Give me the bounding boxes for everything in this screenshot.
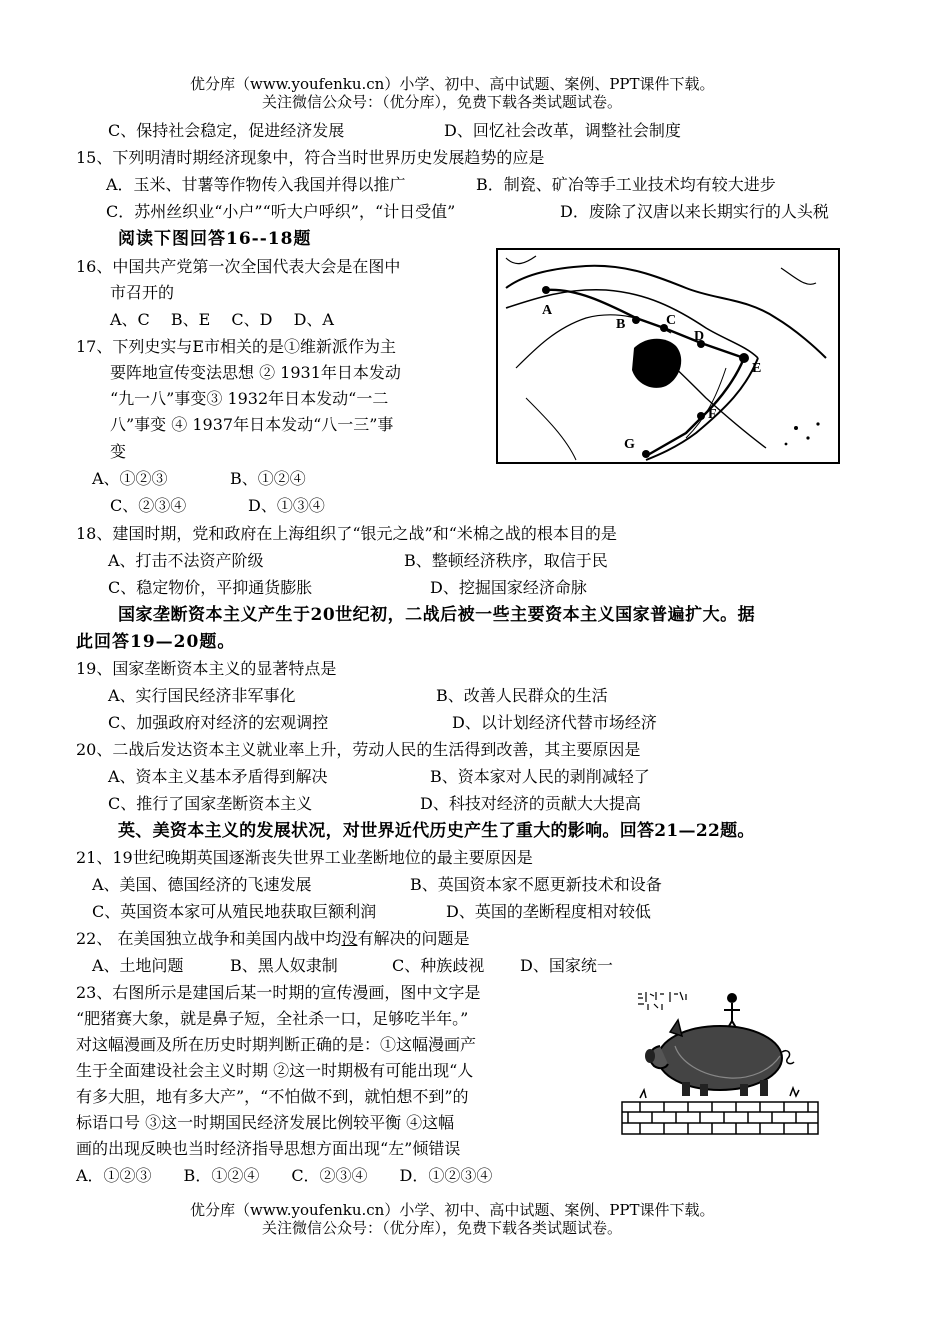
q19-option-a: A、实行国民经济非军事化: [108, 686, 296, 705]
q20-stem: 20、二战后发达资本主义就业率上升，劳动人民的生活得到改善，其主要原因是: [76, 740, 641, 759]
q17-stem-1: 17、下列史实与E市相关的是①维新派作为主: [76, 337, 397, 356]
map-label-c: C: [666, 313, 677, 328]
intro-19-20-line-2: 此回答19—20题。: [76, 632, 236, 652]
q17-option-a: A、①②③: [92, 469, 168, 488]
q15-option-c: C．苏州丝织业“小户”“听大户呼织”，“计日受值”: [106, 202, 456, 221]
map-label-a: A: [542, 303, 553, 318]
q21-stem: 21、19世纪晚期英国逐渐丧失世界工业垄断地位的最主要原因是: [76, 848, 533, 867]
q19-option-b: B、改善人民群众的生活: [436, 686, 608, 705]
map-label-b: B: [616, 317, 626, 332]
q21-option-d: D、英国的垄断程度相对较低: [446, 902, 651, 921]
q17-stem-4: 八”事变 ④ 1937年日本发动“八一三”事: [110, 415, 394, 434]
q16-stem-1: 16、中国共产党第一次全国代表大会是在图中: [76, 257, 401, 276]
intro-21-22: 英、美资本主义的发展状况，对世界近代历史产生了重大的影响。回答21—22题。: [118, 821, 755, 841]
q18-option-c: C、稳定物价，平抑通货膨胀: [108, 578, 313, 597]
q23-line-7: 画的出现反映也当时经济指导思想方面出现“左”倾错误: [76, 1139, 461, 1158]
intro-19-20-line-1: 国家垄断资本主义产生于20世纪初，二战后被一些主要资本主义国家普遍扩大。据: [118, 605, 756, 625]
q17-stem-5: 变: [110, 442, 127, 461]
intro-16-18: 阅读下图回答16--18题: [118, 229, 312, 249]
q18-option-b: B、整顿经济秩序，取信于民: [404, 551, 608, 570]
q20-option-b: B、资本家对人民的剥削减轻了: [430, 767, 650, 786]
q14-option-d: D、回忆社会改革，调整社会制度: [444, 121, 681, 140]
q20-option-c: C、推行了国家垄断资本主义: [108, 794, 313, 813]
fat-pig-cartoon: [620, 986, 820, 1136]
header-line-1: 优分库（www.youfenku.cn）小学、初中、高中试题、案例、PPT课件下载。: [190, 75, 715, 93]
q23-line-1: 23、右图所示是建国后某一时期的宣传漫画，图中文字是: [76, 983, 481, 1002]
q19-option-c: C、加强政府对经济的宏观调控: [108, 713, 329, 732]
q17-option-b: B、①②④: [230, 469, 306, 488]
q15-option-a: A．玉米、甘薯等作物传入我国并得以推广: [106, 175, 406, 194]
q23-options: A．①②③ B．①②④ C．②③④ D．①②③④: [76, 1166, 493, 1185]
yangtze-delta-map: [496, 248, 840, 464]
q23-line-3: 对这幅漫画及所在历史时期判断正确的是：①这幅漫画产: [76, 1035, 477, 1054]
q17-option-d: D、①③④: [248, 496, 325, 515]
q15-stem: 15、下列明清时期经济现象中，符合当时世界历史发展趋势的应是: [76, 148, 545, 167]
map-label-g: G: [624, 437, 635, 452]
q22-option-d: D、国家统一: [520, 956, 613, 975]
map-label-f: F: [708, 407, 717, 422]
map-label-d: D: [694, 329, 705, 344]
q19-option-d: D、以计划经济代替市场经济: [452, 713, 657, 732]
brick-wall: [622, 1102, 818, 1134]
q22-option-c: C、种族歧视: [392, 956, 485, 975]
q17-stem-2: 要阵地宣传变法思想 ② 1931年日本发动: [110, 363, 401, 382]
q15-option-d: D．废除了汉唐以来长期实行的人头税: [560, 202, 829, 221]
q21-option-c: C、英国资本家可从殖民地获取巨额利润: [92, 902, 377, 921]
q20-option-d: D、科技对经济的贡献大大提高: [420, 794, 641, 813]
q22-stem: 22、 在美国独立战争和美国内战中均没有解决的问题是: [76, 929, 470, 948]
q18-option-d: D、挖掘国家经济命脉: [430, 578, 587, 597]
q19-stem: 19、国家垄断资本主义的显著特点是: [76, 659, 337, 678]
q14-option-c: C、保持社会稳定，促进经济发展: [108, 121, 345, 140]
q16-stem-2: 市召开的: [110, 283, 175, 302]
q17-stem-3: “九一八”事变③ 1932年日本发动“一二: [110, 389, 389, 408]
q23-line-5: 有多大胆，地有多大产”，“不怕做不到，就怕想不到”的: [76, 1087, 469, 1106]
footer-line-1: 优分库（www.youfenku.cn）小学、初中、高中试题、案例、PPT课件下载。: [190, 1201, 715, 1219]
cartoon-caption-scribble: [638, 992, 686, 1010]
q22-option-b: B、黑人奴隶制: [230, 956, 338, 975]
q18-option-a: A、打击不法资产阶级: [108, 551, 264, 570]
q20-option-a: A、资本主义基本矛盾得到解决: [108, 767, 328, 786]
map-label-e: E: [752, 361, 762, 376]
q18-stem: 18、建国时期，党和政府在上海组织了“银元之战”和“米棉之战的根本目的是: [76, 524, 617, 543]
footer-line-2: 关注微信公众号：（优分库），免费下载各类试题试卷。: [262, 1219, 623, 1237]
q21-option-a: A、美国、德国经济的飞速发展: [92, 875, 312, 894]
q23-line-6: 标语口号 ③这一时期国民经济发展比例较平衡 ④这幅: [76, 1113, 455, 1132]
q17-option-c: C、②③④: [110, 496, 187, 515]
q22-option-a: A、土地问题: [92, 956, 184, 975]
q23-line-4: 生于全面建设社会主义时期 ②这一时期极有可能出现“人: [76, 1061, 474, 1080]
q15-option-b: B．制瓷、矿冶等手工业技术均有较大进步: [476, 175, 776, 194]
q21-option-b: B、英国资本家不愿更新技术和设备: [410, 875, 662, 894]
header-line-2: 关注微信公众号：（优分库），免费下载各类试题试卷。: [262, 93, 623, 111]
q23-line-2: “肥猪赛大象，就是鼻子短，全社杀一口，足够吃半年。”: [76, 1009, 469, 1028]
q16-options: A、C B、E C、D D、A: [110, 310, 334, 329]
